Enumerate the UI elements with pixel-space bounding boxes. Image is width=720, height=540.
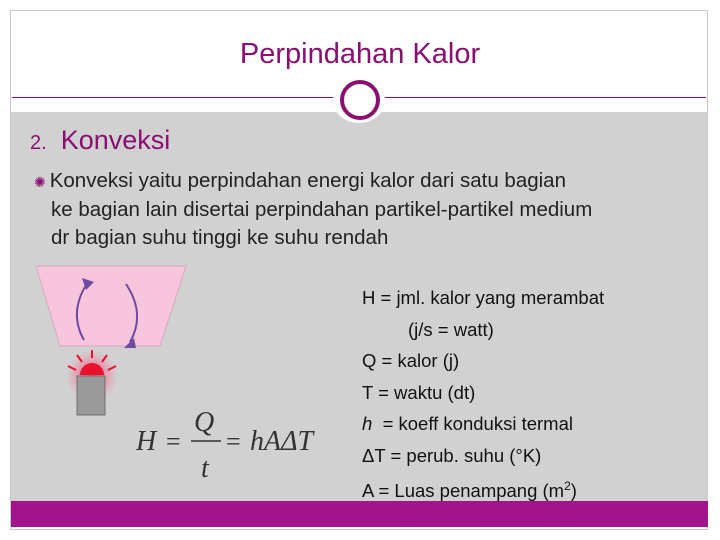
formula-equals-2: = (226, 427, 241, 456)
legend-line-2: (j/s = watt) (408, 318, 494, 340)
formula-equals-1: = (166, 427, 181, 456)
ring-icon (340, 80, 380, 120)
formula-denominator: t (201, 453, 209, 484)
legend-line-5-var: h (362, 413, 373, 434)
definition-line-2: ke bagian lain disertai perpindahan partikel-partikel medium (51, 198, 593, 221)
definition-paragraph (34, 167, 704, 252)
legend-line-3: Q = kalor (j) (362, 350, 460, 371)
legend-line-7-sup: 2 (564, 479, 571, 493)
formula-numerator: Q (194, 407, 215, 438)
variable-legend (362, 282, 604, 507)
burner-icon (77, 376, 105, 415)
title-divider-right (384, 97, 706, 98)
convection-diagram (36, 262, 216, 422)
definition-line-3: dr bagian suhu tinggi ke suhu rendah (51, 226, 389, 249)
title-divider-left (12, 97, 336, 98)
formula-lhs: H (136, 426, 157, 457)
legend-line-1: H = jml. kalor yang merambat (362, 287, 605, 308)
heat-formula (136, 405, 336, 485)
legend-line-5 (362, 408, 604, 440)
legend-line-5-text: = koeff konduksi termal (372, 413, 573, 434)
section-number: 2. (30, 132, 47, 154)
definition-line-1: Konveksi yaitu perpindahan energi kalor dari satu bagian (49, 169, 566, 192)
legend-line-6: ΔT = perub. suhu (°K) (362, 444, 542, 466)
slide-title: Perpindahan Kalor (239, 38, 481, 70)
legend-line-7-end: ) (570, 480, 577, 502)
fluid-container (36, 266, 186, 346)
legend-line-7-text: A = Luas penampang (m (362, 480, 565, 502)
legend-line-4: T = waktu (dt) (362, 381, 476, 403)
section-heading (30, 125, 170, 156)
wave-bullet-icon: ✺ (34, 174, 46, 190)
legend-line-7 (362, 471, 604, 507)
formula-rhs: hAΔT (250, 426, 314, 457)
section-title: Konveksi (60, 125, 171, 155)
